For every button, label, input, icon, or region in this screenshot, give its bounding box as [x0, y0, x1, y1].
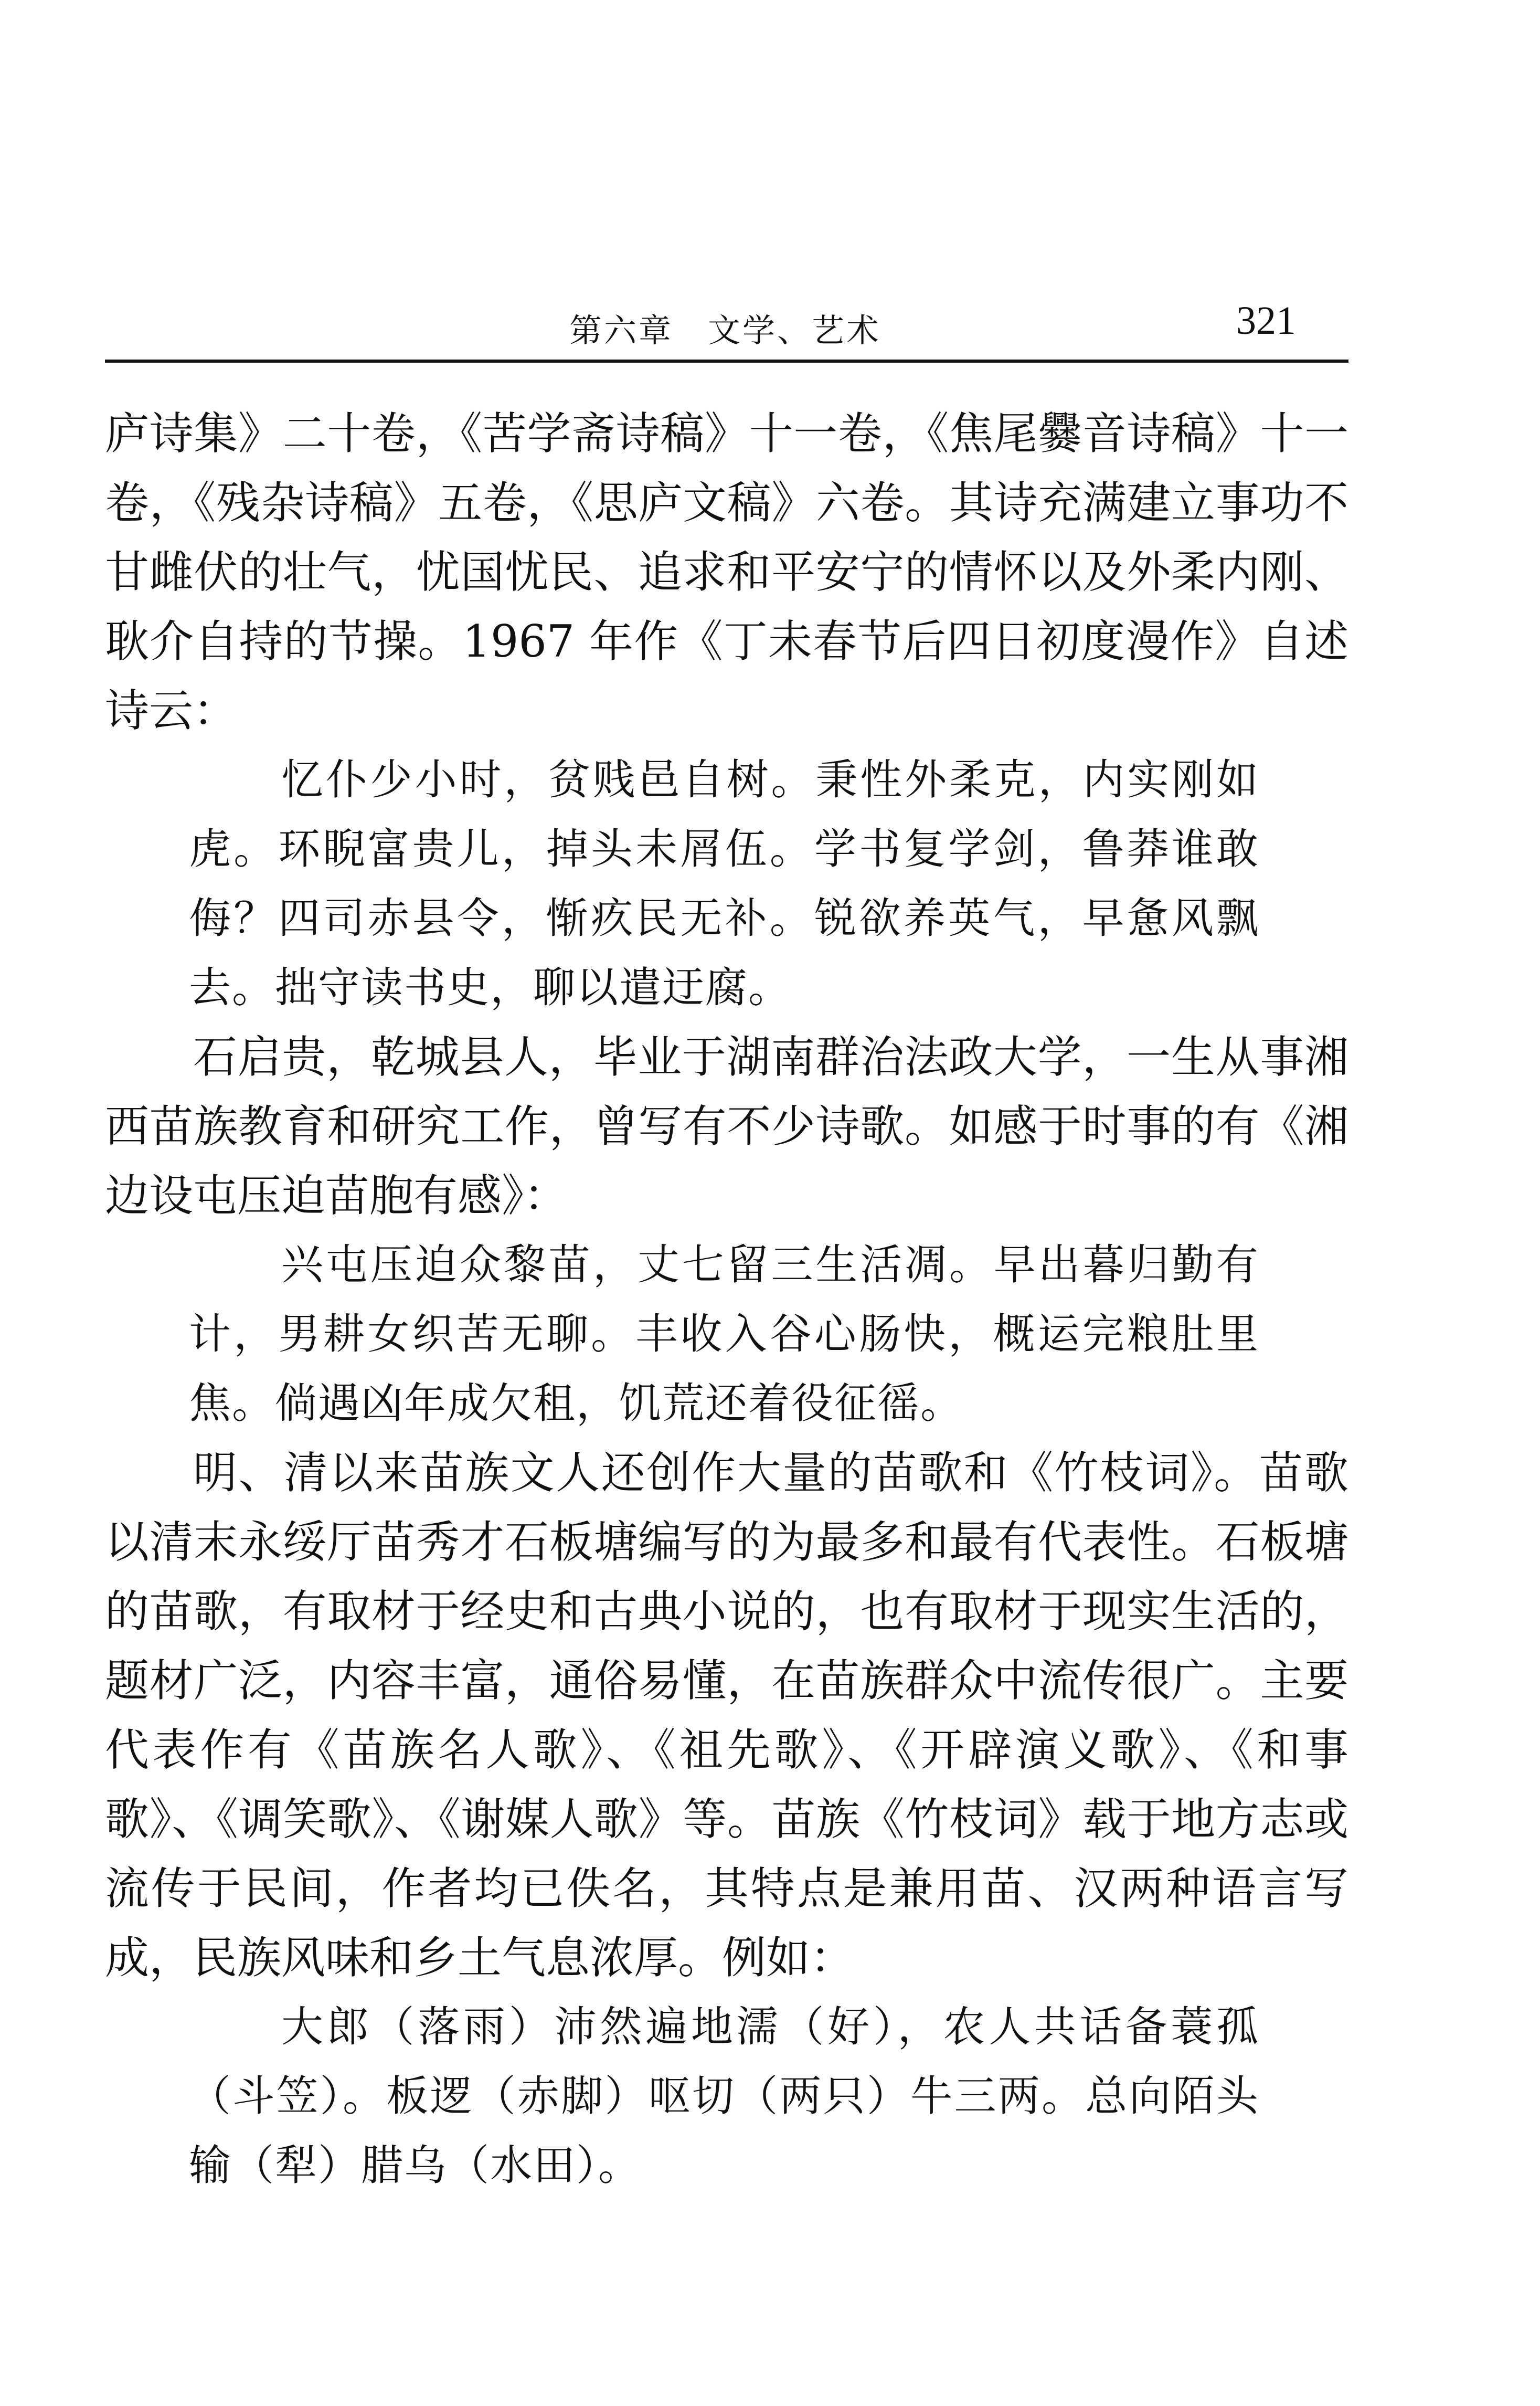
- header-rule: [105, 360, 1348, 363]
- poem-quote-2: 兴屯压迫众黎苗，丈七留三生活凋。早出暮归勤有计，男耕女织苦无聊。丰收入谷心肠快，概运完粮肚里焦。倘遇凶年成欠租，饥荒还着役征徭。: [189, 1240, 1259, 1428]
- chapter-title: 第六章 文学、艺术: [569, 311, 881, 350]
- page-number: 321: [1236, 299, 1296, 343]
- poem-quote-3: 大郎（落雨）沛然遍地濡（好），农人共话备蓑孤（斗笠）。板逻（赤脚）呕切（两只）牛三两。总向陌头输（犁）腊乌（水田）。: [189, 2002, 1259, 2190]
- paragraph-miao-songs: 明、清以来苗族文人还创作大量的苗歌和《竹枝词》。苗歌以清末永绥厅苗秀才石板塘编写的为最多和最有代表性。石板塘的苗歌，有取材于经史和古典小说的，也有取材于现实生活的，题材广泛，内容丰富，通俗易懂，在苗族群众中流传很广。主要代表作有《苗族名人歌》、《祖先歌》、《开辟演义歌》、《和事歌》、《调笑歌》、《谢媒人歌》等。苗族《竹枝词》载于地方志或流传于民间，作者均已佚名，其特点是兼用苗、汉两种语言写成，民族风味和乡土气息浓厚。例如：: [105, 1447, 1348, 1983]
- poem-quote-1: 忆仆少小时，贫贱邑自树。秉性外柔克，内实刚如虎。环睨富贵儿，掉头未屑伍。学书复学剑，鲁莽谁敢侮？四司赤县令，惭疚民无补。锐欲养英气，早惫风飘去。拙守读书史，聊以遣迂腐。: [189, 755, 1259, 1012]
- paragraph-shi-qigui: 石启贵，乾城县人，毕业于湖南群治法政大学，一生从事湘西苗族教育和研究工作，曾写有不少诗歌。如感于时事的有《湘边设屯压迫苗胞有感》：: [105, 1031, 1348, 1221]
- paragraph-continued: 庐诗集》二十卷，《苦学斋诗稿》十一卷，《焦尾爨音诗稿》十一卷，《残杂诗稿》五卷，《思庐文稿》六卷。其诗充满建立事功不甘雌伏的壮气，忧国忧民、追求和平安宁的情怀以及外柔内刚、耿介自持的节操。1967 年作《丁未春节后四日初度漫作》自述诗云：: [105, 408, 1348, 736]
- page-body: [105, 399, 1348, 2200]
- running-head: [105, 294, 1348, 352]
